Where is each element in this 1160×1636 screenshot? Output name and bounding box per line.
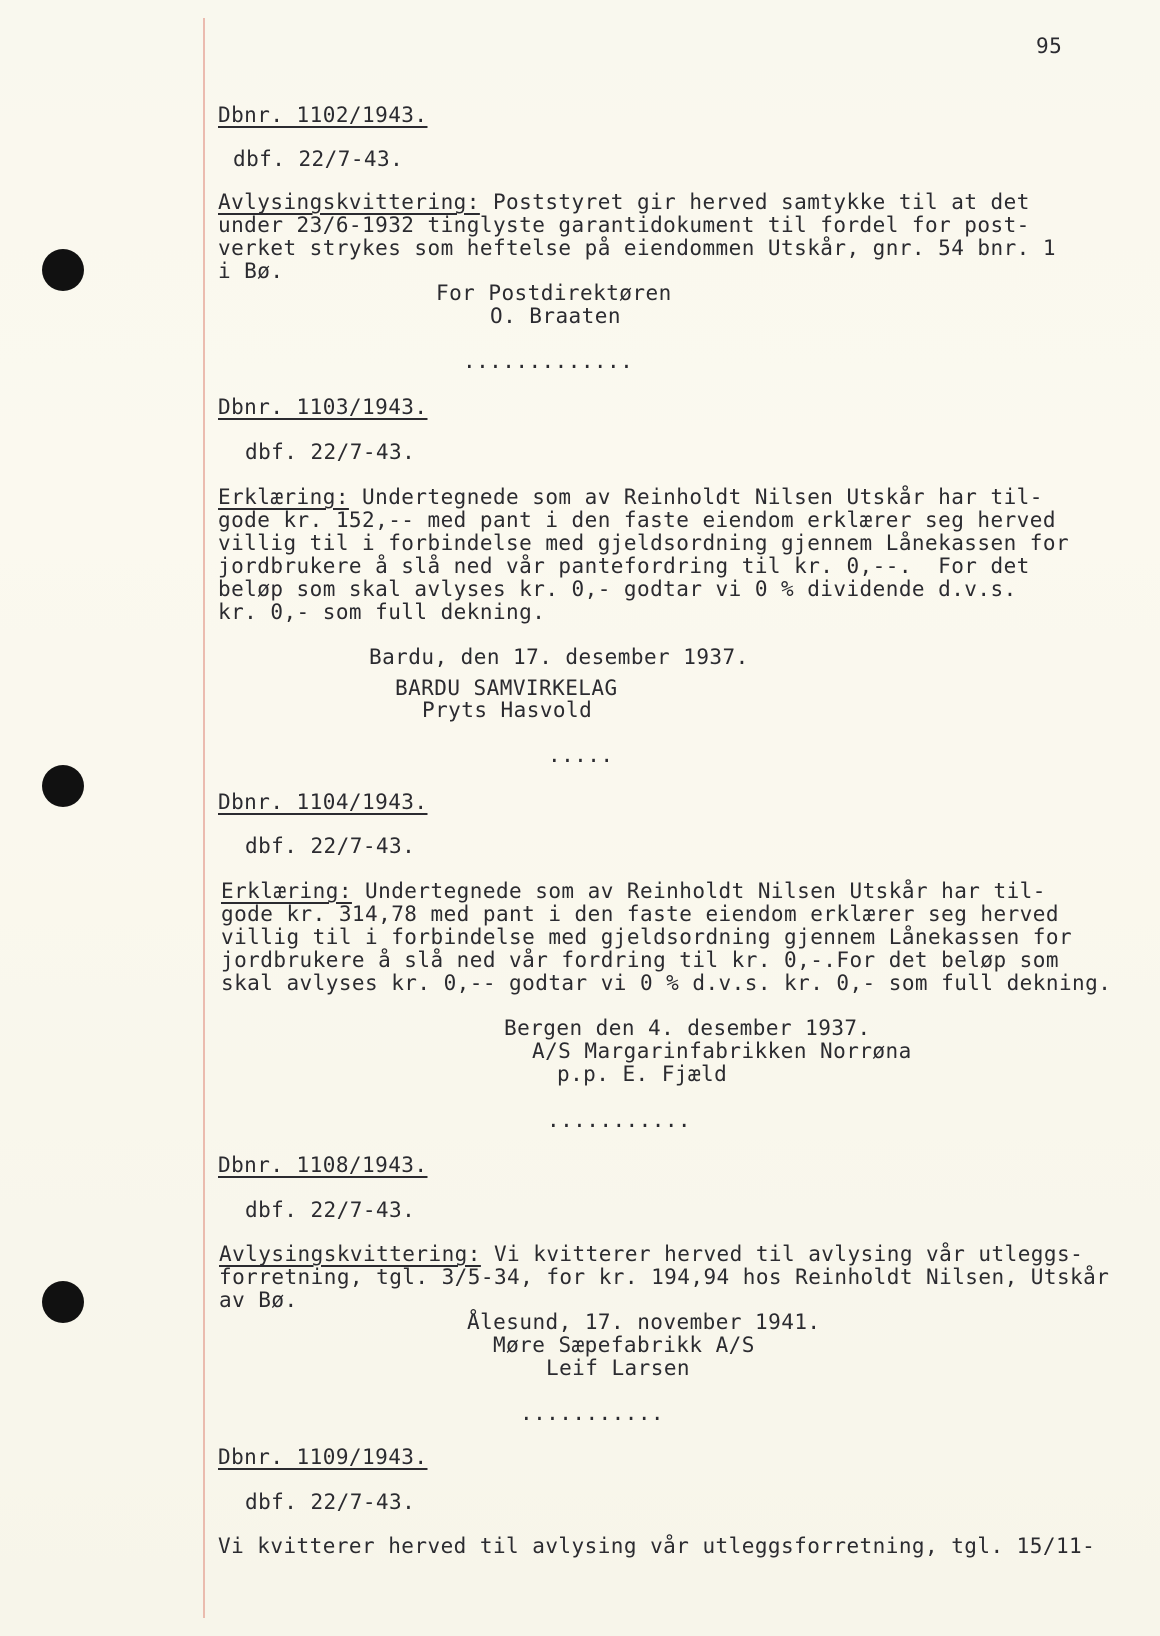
entry-heading: Dbnr. 1102/1943. (218, 103, 428, 127)
entry-dbf: dbf. 22/7-43. (233, 147, 404, 171)
entry-dbf: dbf. 22/7-43. (245, 440, 416, 464)
entry-heading: Dbnr. 1104/1943. (218, 790, 428, 814)
entry-body-line: Vi kvitterer herved til avlysing vår utleggsforretning, tgl. 15/11- (218, 1534, 1096, 1558)
entry-label: Avlysingskvittering: (219, 1242, 481, 1266)
page-number: 95 (1036, 34, 1063, 58)
entry-label: Erklæring: (218, 485, 349, 509)
entry-body-line: i Bø. (218, 259, 284, 283)
entry-heading: Dbnr. 1109/1943. (218, 1445, 428, 1469)
signature-line: Bergen den 4. desember 1937. (504, 1016, 871, 1040)
signature-line: Pryts Hasvold (422, 698, 593, 722)
entry-body-line: beløp som skal avlyses kr. 0,- godtar vi 0 % dividende d.v.s. (218, 577, 1017, 601)
entry-body-line: villig til i forbindelse med gjeldsordning gjennem Lånekassen for (221, 925, 1073, 949)
entry-body-line: under 23/6-1932 tinglyste garantidokument til fordel for post- (218, 213, 1030, 237)
entry-dbf: dbf. 22/7-43. (245, 1490, 416, 1514)
entry-body-line: av Bø. (219, 1288, 298, 1312)
entry-label: Erklæring: (221, 879, 352, 903)
entry-body-line: gode kr. 314,78 med pant i den faste eiendom erklærer seg herved (221, 902, 1059, 926)
signature-line: Ålesund, 17. november 1941. (467, 1310, 821, 1334)
separator: ........... (520, 1401, 665, 1425)
entry-body-text: Poststyret gir herved samtykke til at det (479, 190, 1030, 214)
entry-body-line: kr. 0,- som full dekning. (218, 600, 546, 624)
signature-line: Bardu, den 17. desember 1937. (369, 645, 749, 669)
signature-line: BARDU SAMVIRKELAG (395, 676, 618, 700)
entry-body-line: jordbrukere å slå ned vår pantefordring til kr. 0,--. For det (218, 554, 1030, 578)
entry-dbf: dbf. 22/7-43. (245, 834, 416, 858)
separator: ..... (548, 743, 614, 767)
margin-line (203, 18, 205, 1618)
entry-body-text: Undertegnede som av Reinholdt Nilsen Utskår har til- (348, 485, 1043, 509)
entry-body-line: verket strykes som heftelse på eiendommen Utskår, gnr. 54 bnr. 1 (218, 236, 1056, 260)
entry-body-line (218, 486, 1043, 509)
punch-hole (42, 1281, 84, 1323)
entry-body-line: forretning, tgl. 3/5-34, for kr. 194,94 hos Reinholdt Nilsen, Utskår (219, 1265, 1110, 1289)
entry-body-line (219, 1243, 1083, 1266)
entry-dbf: dbf. 22/7-43. (245, 1198, 416, 1222)
entry-body-line: skal avlyses kr. 0,-- godtar vi 0 % d.v.s. kr. 0,- som full dekning. (221, 971, 1112, 995)
separator: ........... (547, 1108, 692, 1132)
entry-body-text: Undertegnede som av Reinholdt Nilsen Utskår har til- (351, 879, 1046, 903)
entry-heading: Dbnr. 1103/1943. (218, 395, 428, 419)
entry-body-line: jordbrukere å slå ned vår fordring til kr. 0,-.For det beløp som (221, 948, 1059, 972)
signature-line: For Postdirektøren (436, 281, 672, 305)
entry-body-line: villig til i forbindelse med gjeldsordning gjennem Lånekassen for (218, 531, 1070, 555)
signature-line: Møre Sæpefabrikk A/S (493, 1333, 755, 1357)
punch-hole (42, 249, 84, 291)
entry-body-line (221, 880, 1046, 903)
signature-line: A/S Margarinfabrikken Norrøna (532, 1039, 912, 1063)
signature-line: Leif Larsen (546, 1356, 691, 1380)
entry-heading: Dbnr. 1108/1943. (218, 1153, 428, 1177)
entry-label: Avlysingskvittering: (218, 190, 480, 214)
entry-body-line: gode kr. 152,-- med pant i den faste eiendom erklærer seg herved (218, 508, 1056, 532)
punch-hole (42, 765, 84, 807)
signature-line: p.p. E. Fjæld (557, 1062, 728, 1086)
entry-body-text: Vi kvitterer herved til avlysing vår utleggs- (480, 1242, 1084, 1266)
separator: ............. (463, 349, 634, 373)
entry-body-line (218, 191, 1030, 214)
signature-line: O. Braaten (490, 304, 621, 328)
